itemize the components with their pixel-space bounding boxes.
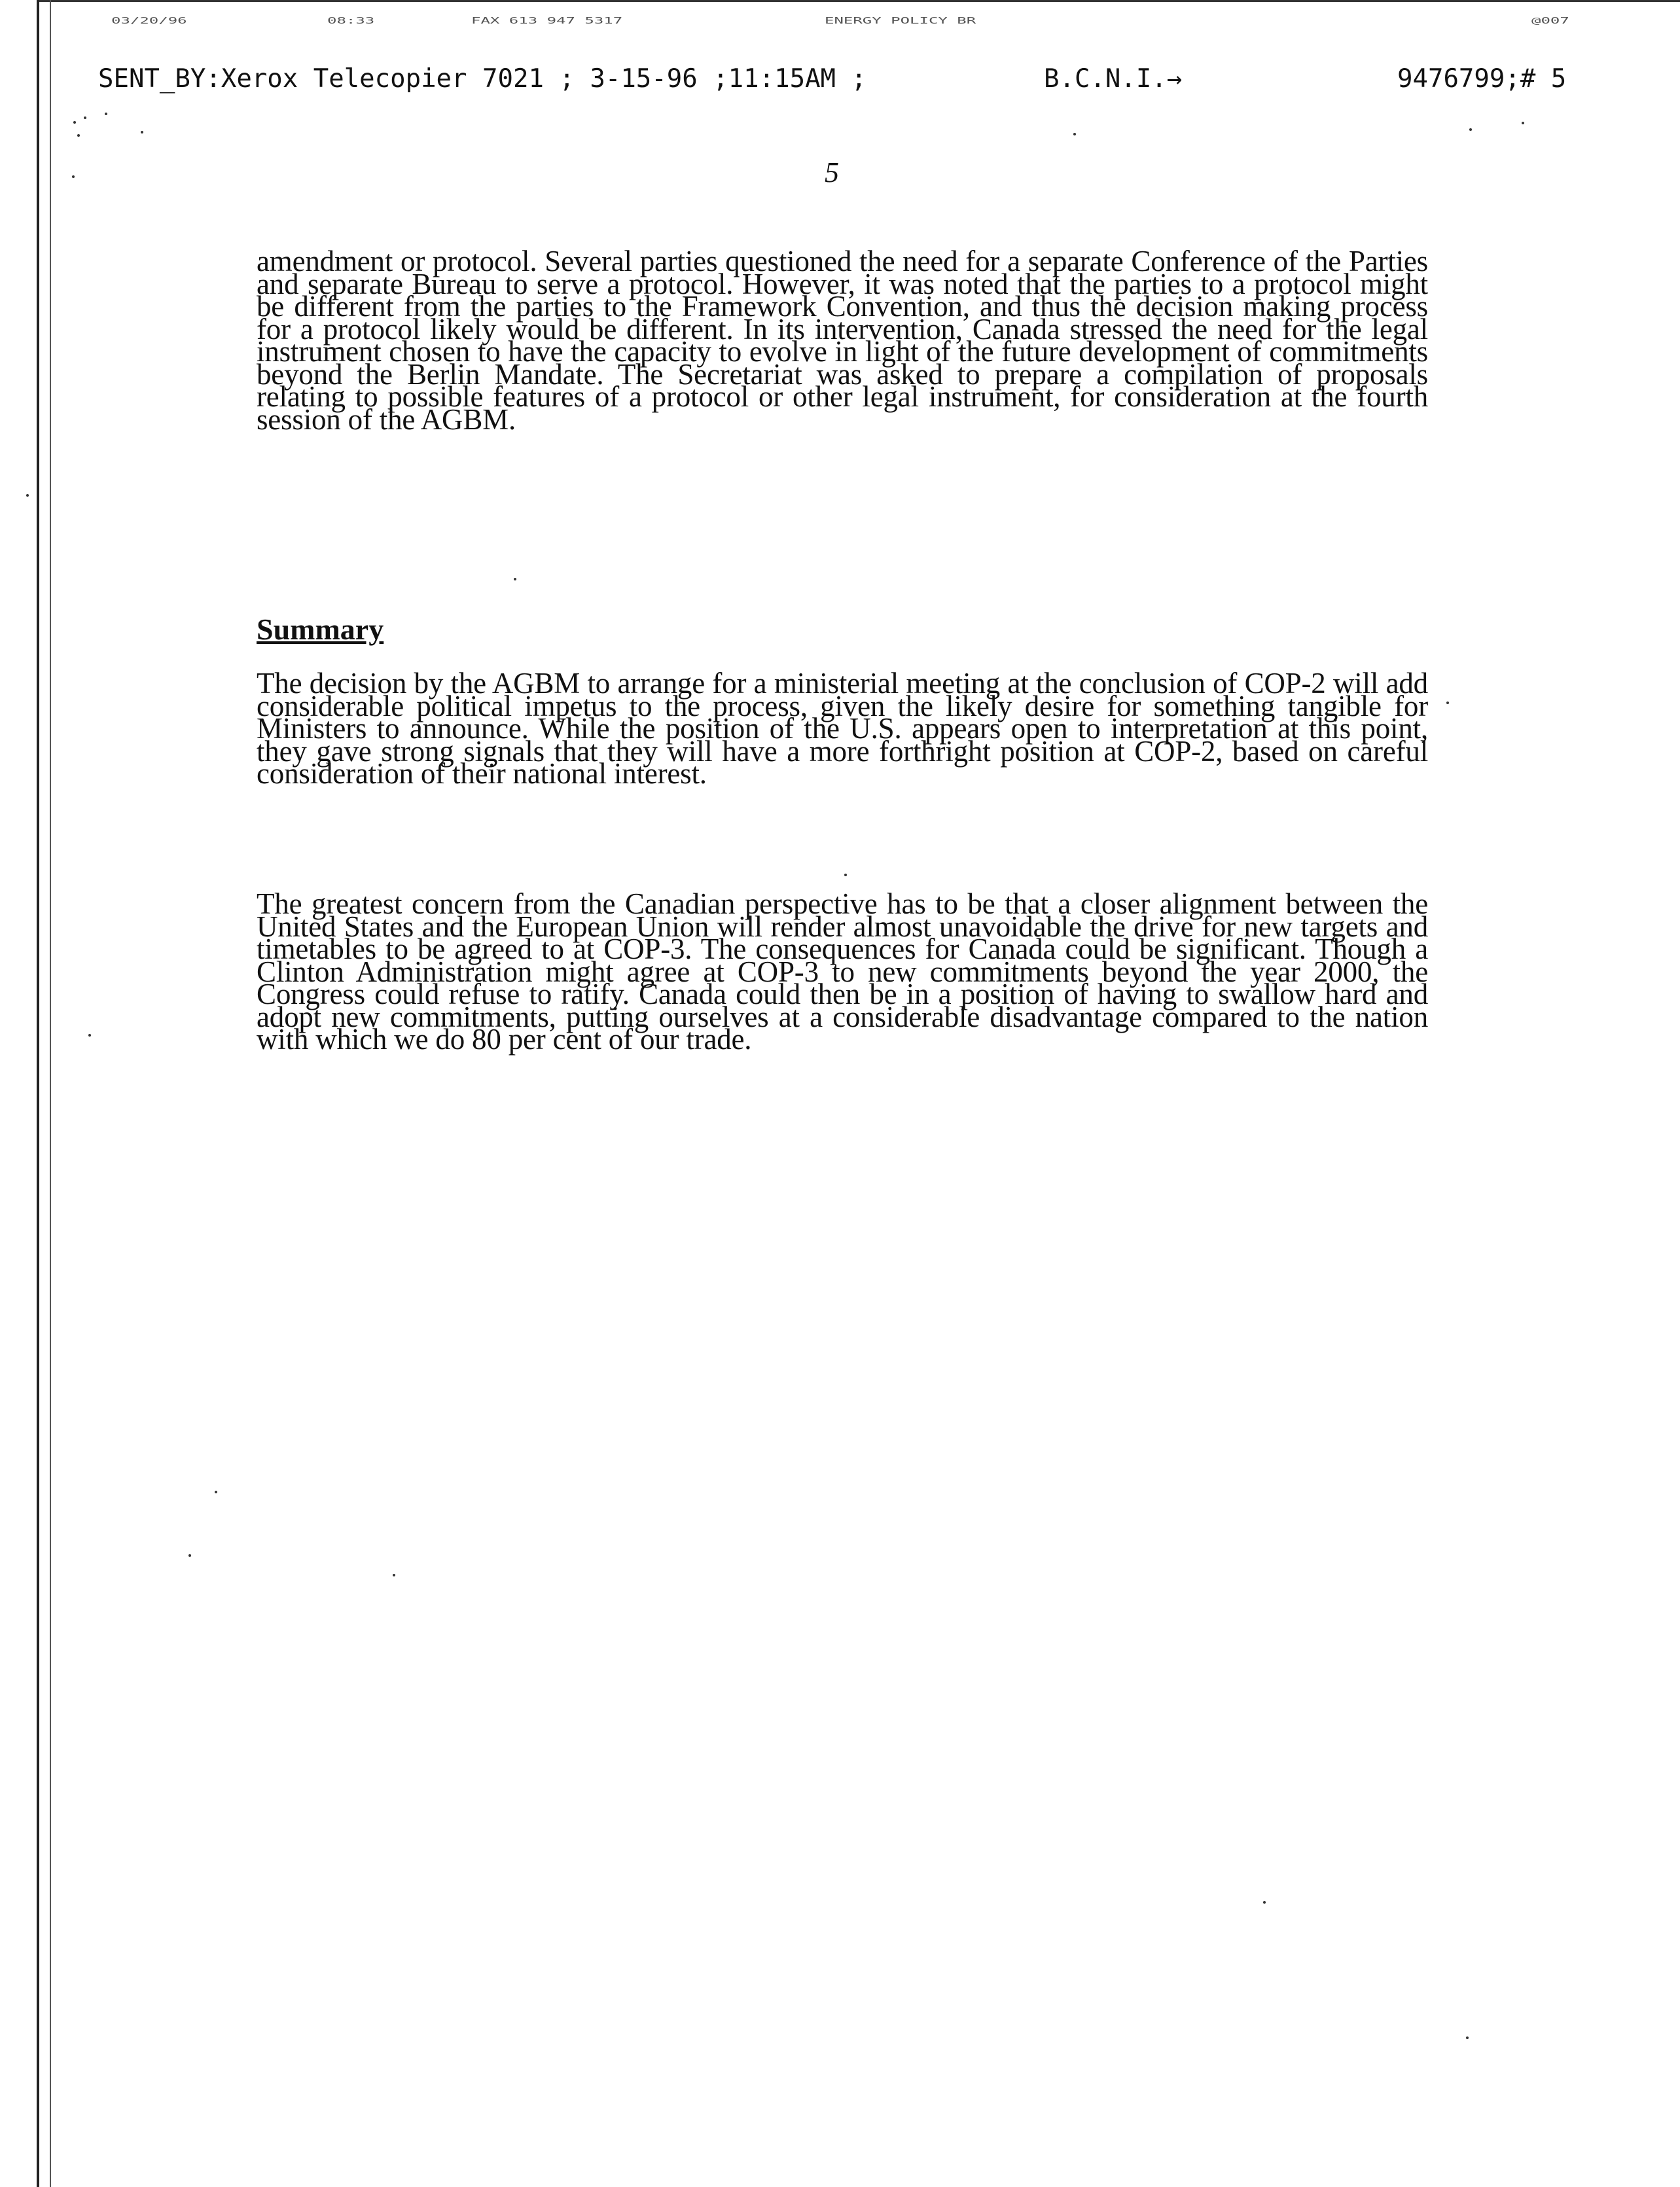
fax-transmission-line xyxy=(105,16,1636,47)
fax-date-code: 03/20/96 xyxy=(111,16,187,26)
scan-speck xyxy=(1073,133,1076,135)
scan-speck xyxy=(393,1574,395,1576)
scan-speck xyxy=(84,116,86,119)
fax-header xyxy=(98,64,1630,103)
scan-speck xyxy=(1466,2036,1469,2039)
scan-speck xyxy=(215,1491,217,1493)
scan-speck xyxy=(1469,128,1472,131)
scan-speck xyxy=(514,578,516,580)
scan-speck xyxy=(73,121,76,124)
scan-speck xyxy=(141,131,143,133)
paragraph-summary-2: The greatest concern from the Canadian perspective has to be that a closer alignment between the United States and the European Union will render almost unavoidable the drive for new targets and timetables to be agreed to at COP-3. The consequences for Canada could be significant. Though a Clinton Administration might agree at COP-3 to new commitments beyond the year 2000, the Congress could refuse to ratify. Canada could then be in a position of having to swallow hard and adopt new commitments, putting ourselves at a considerable disadvantage compared to the nation with which we do 80 per cent of our trade. xyxy=(257,887,1428,1056)
fax-sender: ENERGY POLICY BR xyxy=(825,16,976,26)
fax-recipient: B.C.N.I.→ xyxy=(1044,64,1183,94)
fax-phone-page: 9476799;# 5 xyxy=(1397,64,1567,94)
scan-speck xyxy=(844,874,847,876)
fax-sent-by: SENT_BY:Xerox Telecopier 7021 ; 3-15-96 ;11:15AM ; xyxy=(98,64,867,94)
paragraph-intro: amendment or protocol. Several parties questioned the need for a separate Conference of the Parties and separate Bureau to serve a protocol. However, it was noted that the parties to a protocol might be different from the parties to the Framework Convention, and thus the decision making process for a protocol likely would be different. In its intervention, Canada stressed the need for the legal instrument chosen to have the capacity to evolve in light of the future development of commitments beyond the Berlin Mandate. The Secretariat was asked to prepare a compilation of proposals relating to possible features of a protocol or other legal instrument, for consideration at the fourth session of the AGBM. xyxy=(257,245,1428,436)
scan-speck xyxy=(77,134,80,137)
section-heading-summary: Summary xyxy=(257,613,384,646)
fax-number: FAX 613 947 5317 xyxy=(471,16,623,26)
scan-speck xyxy=(105,113,107,115)
scan-speck xyxy=(1522,122,1524,124)
top-border-line xyxy=(37,0,1680,2)
scan-speck xyxy=(188,1554,191,1557)
scan-speck xyxy=(72,175,75,178)
fax-time-code: 08:33 xyxy=(327,16,375,26)
paragraph-summary-1: The decision by the AGBM to arrange for a ministerial meeting at the conclusion of COP-2 will add considerable political impetus to the process, given the likely desire for something tangible for Ministers to announce. While the position of the U.S. appears open to interpretation at this point, they gave strong signals that they will have a more forthright position at COP-2, based on careful consideration of their national interest. xyxy=(257,667,1428,790)
scan-speck xyxy=(26,494,29,497)
left-border-line xyxy=(37,0,39,2187)
left-border-line-inner xyxy=(50,0,51,2187)
scan-speck xyxy=(1263,1901,1266,1904)
scan-speck xyxy=(88,1034,91,1037)
page-number: 5 xyxy=(825,156,839,188)
scan-speck xyxy=(1446,702,1449,704)
fax-page-marker: @007 xyxy=(1531,16,1569,26)
